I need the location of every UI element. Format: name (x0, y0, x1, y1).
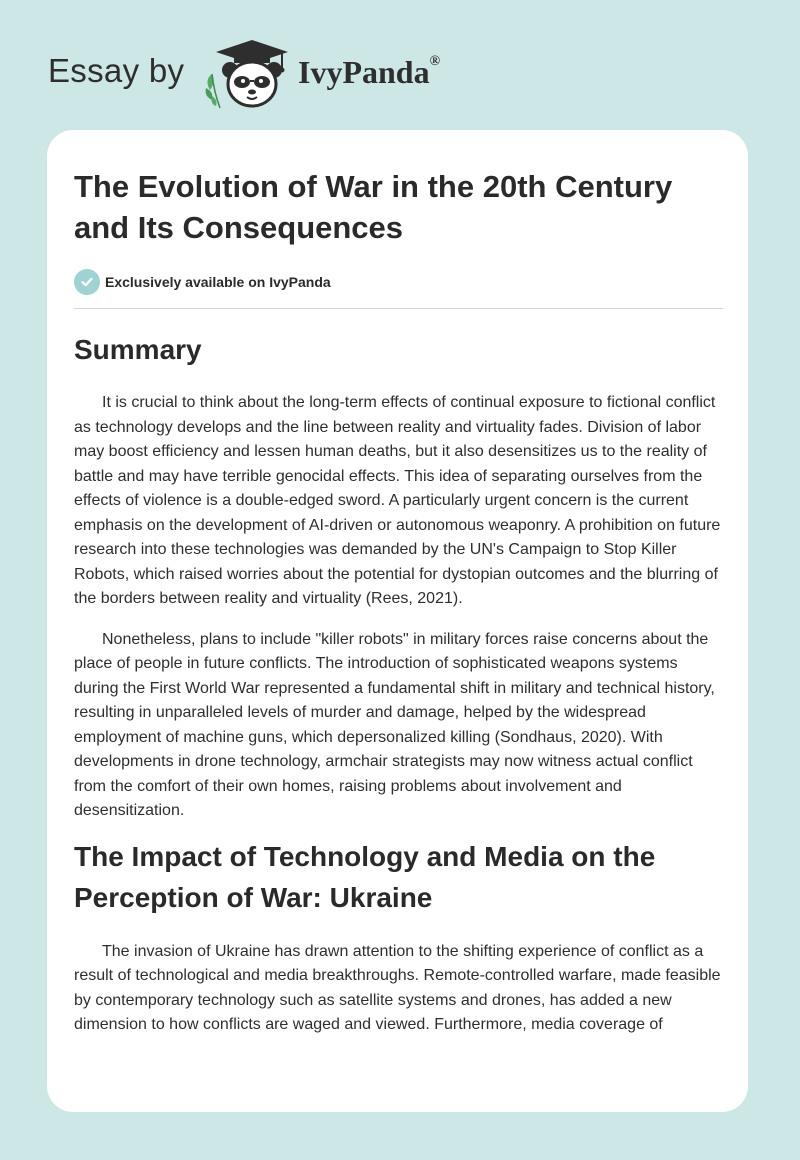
page-title: The Evolution of War in the 20th Century and Its Consequences (74, 169, 673, 245)
checkmark-icon (74, 269, 100, 295)
exclusive-label: Exclusively available on IvyPanda (105, 274, 331, 290)
essay-by-label: Essay by (48, 52, 185, 89)
section-heading-summary: Summary (74, 334, 202, 365)
impact-paragraph: The invasion of Ukraine has drawn attention to the shifting experience of conflict as a result of technological and media breakthroughs. Remote-controlled warfare, made feasible by contemporary technology such as satellite systems and drones, has added a new dimension to how conflicts are waged and viewed. Furthermore, media coverage of (74, 942, 721, 1033)
divider (74, 308, 723, 309)
summary-paragraph: It is crucial to think about the long-term effects of continual exposure to fictional conflict as technology develops and the line between reality and virtuality fades. Division of labor may boost efficiency and lessen human deaths, but it also desensitizes us to the reality of battle and may have terrible genocidal effects. This idea of separating ourselves from the effects of violence is a double-edged sword. A particularly urgent concern is the current emphasis on the development of AI-driven or autonomous weaponry. A prohibition on future research into these technologies was demanded by the UN's Campaign to Stop Killer Robots, which raised worries about the potential for dystopian outcomes and the blurring of the borders between reality and virtuality (Rees, 2021). (74, 394, 721, 607)
brand-name[interactable]: IvyPanda® (298, 54, 441, 90)
ivypanda-logo-icon (202, 34, 292, 110)
essay-content (74, 166, 724, 1038)
section-heading-impact: The Impact of Technology and Media on the Perception of War: Ukraine (74, 840, 656, 913)
exclusive-badge (74, 268, 724, 296)
site-header (48, 34, 508, 110)
essay-card (47, 130, 748, 1112)
summary-paragraph: Nonetheless, plans to include "killer robots" in military forces raise concerns about the place of people in future conflicts. The introduction of sophisticated weapons systems during the First World War represented a fundamental shift in military and technical history, resulting in unparalleled levels of murder and damage, helped by the widespread employment of machine guns, which depersonalized killing (Sondhaus, 2020). With developments in drone technology, armchair strategists may now witness actual conflict from the comfort of their own homes, raising problems about involvement and desensitization. (74, 630, 715, 819)
